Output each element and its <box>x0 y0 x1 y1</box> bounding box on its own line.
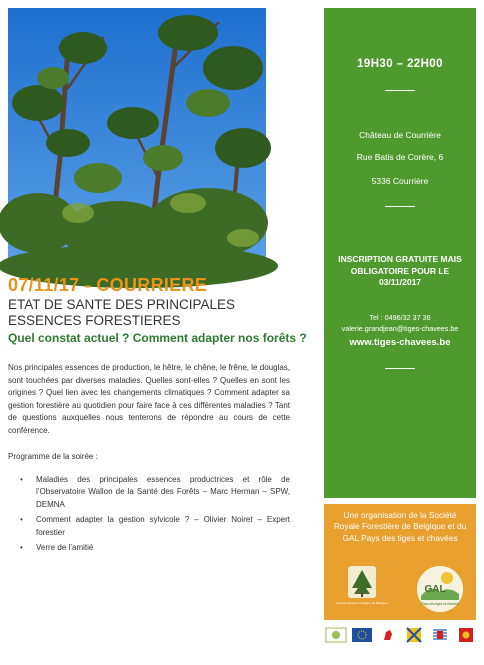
programme-item <box>20 542 290 554</box>
programme-item <box>20 474 290 511</box>
bullet-icon: • <box>20 475 23 484</box>
province-luxembourg-icon <box>430 628 450 642</box>
srfb-caption: Société Royale Forestière de Belgique <box>336 601 388 605</box>
gal-name: GAL <box>424 584 446 595</box>
venue-city: 5336 Courrière <box>371 176 429 186</box>
gal-caption: Pays des tiges et chavées <box>421 602 459 606</box>
intro-paragraph: Nos principales essences de production, le hêtre, le chêne, le frêne, le douglas, sont touchées par diverses maladies. Quelles sont-elles ? Quelles en sont les origines ? Quel lien avec les changements climatiques ? Comment adapter sa gestion forestière au quotidien pour faire face à ces différentes maladies ? Tant de questions auxquelles nous tenterons de répondre au cours de cette conférence. <box>8 363 290 435</box>
programme-heading: Programme de la soirée : <box>8 452 98 461</box>
event-title-line-1: ETAT DE SANTE DES PRINCIPALES <box>8 297 236 312</box>
gal-logo <box>417 566 463 612</box>
event-time: 19H30 – 22H00 <box>357 58 443 70</box>
bullet-icon: • <box>20 543 23 553</box>
event-title <box>8 297 298 329</box>
venue-name: Château de Courrière <box>359 130 441 140</box>
organiser-text: Une organisation de la Société Royale Forestière de Belgique et du GAL Pays des tiges et chavées <box>333 510 467 543</box>
srfb-logo <box>336 566 388 616</box>
website-link[interactable]: www.tiges-chavees.be <box>349 337 451 348</box>
divider <box>385 90 415 91</box>
bullet-icon: • <box>20 515 23 525</box>
contact-phone: Tel : 0496/32 37 36 <box>369 313 431 322</box>
registration-notice: INSCRIPTION GRATUITE MAIS OBLIGATOIRE POUR LE 03/11/2017 <box>338 254 462 287</box>
partner-logos <box>324 624 476 660</box>
programme-item-text: Verre de l’amitié <box>36 543 94 553</box>
trees-image <box>8 8 266 268</box>
venue-street: Rue Batis de Corère, 6 <box>356 152 444 162</box>
programme-item-text: Maladies des principales essences productrices et rôle de l’Observatoire Wallon de la Santé des Forêts – Marc Herman – SPW, DEMNA <box>36 475 290 509</box>
divider <box>385 206 415 207</box>
province-namur-icon <box>404 628 424 642</box>
forest-photo <box>8 8 266 268</box>
programme-item-text: Comment adapter la gestion sylvicole ? – Olivier Noiret – Expert forestier <box>36 515 290 537</box>
event-title-line-2: ESSENCES FORESTIERES <box>8 313 181 328</box>
event-date-location: 07/11/17 - COURRIERE <box>8 275 208 295</box>
wallonia-rooster-icon <box>378 628 398 642</box>
event-subtitle: Quel constat actuel ? Comment adapter nos forêts ? <box>8 331 307 345</box>
eu-flag-icon <box>352 628 372 642</box>
programme-list <box>20 474 290 557</box>
partner-logo-row <box>326 628 476 644</box>
divider <box>385 368 415 369</box>
leader-logo <box>326 628 346 642</box>
contact-email[interactable]: valerie.grandjean@tiges-chavees.be <box>341 324 459 333</box>
info-sidebar <box>324 8 476 498</box>
organiser-box <box>324 504 476 620</box>
province-crest-icon <box>456 628 476 642</box>
programme-item <box>20 514 290 539</box>
